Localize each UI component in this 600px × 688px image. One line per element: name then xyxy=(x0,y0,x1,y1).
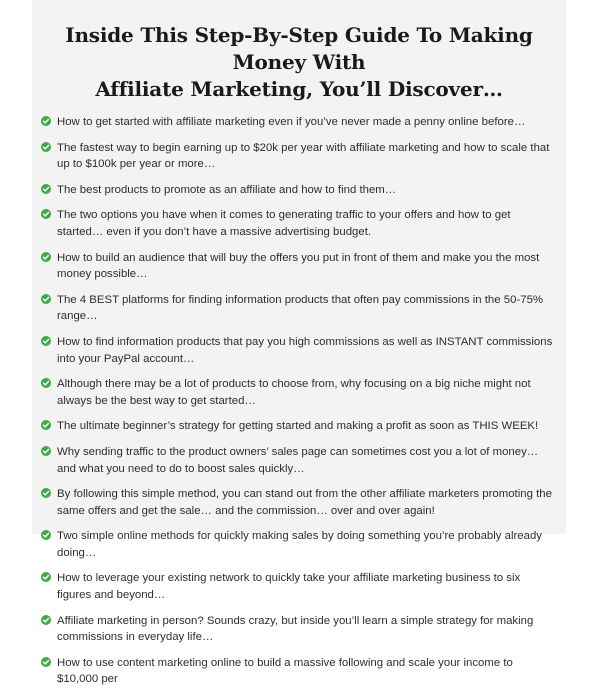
check-circle-icon xyxy=(41,209,51,219)
list-item xyxy=(32,292,566,325)
list-item xyxy=(32,334,566,367)
check-circle-icon xyxy=(41,657,51,667)
list-item-text: How to use content marketing online to build a massive following and scale your income to $10,000 per xyxy=(57,656,513,686)
headline-line-1: Inside This Step-By-Step Guide To Making Money With xyxy=(65,23,533,74)
list-item xyxy=(32,182,566,199)
list-item-text: The fastest way to begin earning up to $20k per year with affiliate marketing and how to scale that up to $100k per year or more… xyxy=(57,141,550,171)
benefits-list xyxy=(32,114,566,688)
content-panel xyxy=(32,0,566,686)
check-circle-icon xyxy=(41,530,51,540)
check-circle-icon xyxy=(41,378,51,388)
list-item xyxy=(32,444,566,477)
list-item-text: How to build an audience that will buy the offers you put in front of them and make you the most money possible… xyxy=(57,251,540,281)
list-item-text: Why sending traffic to the product owners’ sales page can sometimes cost you a lot of money… and what you need to do to boost sales quickly… xyxy=(57,445,539,475)
list-item-text: By following this simple method, you can stand out from the other affiliate marketers promoting the same offers and get the sale… and the commission… over and over again! xyxy=(57,488,552,517)
list-item xyxy=(32,376,566,409)
list-item xyxy=(32,207,566,240)
check-circle-icon xyxy=(41,142,51,152)
check-circle-icon xyxy=(41,615,51,625)
list-item xyxy=(32,613,566,646)
list-item xyxy=(32,250,566,283)
list-item-text: Although there may be a lot of products to choose from, why focusing on a big niche might not always be the best way to get started… xyxy=(57,378,531,407)
list-item xyxy=(32,570,566,603)
headline-line-2: Affiliate Marketing, You’ll Discover… xyxy=(95,77,503,101)
check-circle-icon xyxy=(41,420,51,430)
check-circle-icon xyxy=(41,336,51,346)
list-item-text: The best products to promote as an affiliate and how to find them… xyxy=(57,183,397,196)
list-item-text: How to leverage your existing network to quickly take your affiliate marketing business to six figures and beyond… xyxy=(57,572,521,602)
list-item xyxy=(32,114,566,131)
list-item-text: Affiliate marketing in person? Sounds crazy, but inside you’ll learn a simple strategy for making commissions in everyday life… xyxy=(57,614,534,644)
check-circle-icon xyxy=(41,572,51,582)
list-item xyxy=(32,528,566,561)
check-circle-icon xyxy=(41,184,51,194)
check-circle-icon xyxy=(41,488,51,498)
list-item-text: How to find information products that pay you high commissions as well as INSTANT commissions into your PayPal account… xyxy=(57,335,553,365)
check-circle-icon xyxy=(41,252,51,262)
check-circle-icon xyxy=(41,446,51,456)
list-item xyxy=(32,418,566,435)
list-item-text: The two options you have when it comes to generating traffic to your offers and how to get started… even if you don’t have a massive advertising budget. xyxy=(57,209,511,238)
list-item-text: The ultimate beginner’s strategy for getting started and making a profit as soon as THIS WEEK! xyxy=(57,420,539,433)
list-item xyxy=(32,140,566,173)
page-title xyxy=(32,22,566,103)
list-item-text: The 4 BEST platforms for finding information products that often pay commissions in the 50-75% range… xyxy=(57,293,544,323)
list-item xyxy=(32,655,566,688)
check-circle-icon xyxy=(41,294,51,304)
list-item xyxy=(32,486,566,519)
list-item-text: How to get started with affiliate marketing even if you’ve never made a penny online before… xyxy=(57,116,526,128)
check-circle-icon xyxy=(41,116,51,126)
list-item-text: Two simple online methods for quickly making sales by doing something you’re probably already doing… xyxy=(57,530,542,559)
